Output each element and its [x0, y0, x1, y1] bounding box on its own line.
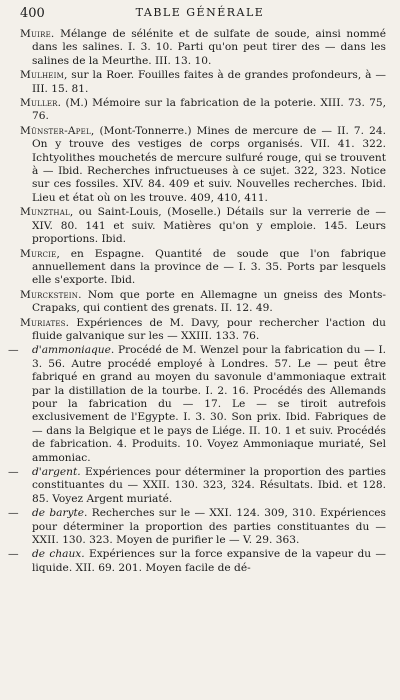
- entry-subheading: d'argent.: [32, 466, 81, 478]
- entry-subheading: de chaux.: [32, 548, 85, 561]
- entry-subheading: d'ammoniaque.: [32, 344, 115, 357]
- entry-text: , en Espagne. Quantité de soude que l'on fabrique annuellement dans la province de — I. 3. 35. Ports par lesquels elle s'exporte. Ibid.: [32, 247, 386, 287]
- index-entry: [20, 69, 386, 96]
- entry-heading: Muriates.: [20, 316, 70, 329]
- entry-heading: Muller.: [20, 97, 62, 110]
- index-entry: [20, 289, 386, 316]
- entry-text: (Mont-Tonnerre.) Mines de mercure de — II. 7. 24. On y trouve des vestiges de corps organisés. VII. 41. 322. Ichtyolithes mouchetés de mercure sulfuré rouge, qui se trouvent à — Ibid. Recherches infructueuses à ce sujet. 322, 323. Notice sur ces fossiles. XIV. 84. 409 et suiv. Nouvelles recherches. Ibid. Lieu et état où on les trouve. 409, 410, 411.: [32, 124, 386, 204]
- entry-text: Expériences de M. Davy, pour rechercher l'action du fluide galvanique sur les — XXIII. 133. 76.: [32, 316, 386, 342]
- index-entry: [8, 466, 386, 506]
- entry-text: Expériences sur la force expansive de la vapeur du — liquide. XII. 69. 201. Moyen facile de dé-: [32, 548, 387, 574]
- entry-text: Procédé de M. Wenzel pour la fabrication du — I. 3. 56. Autre procédé employé à Londres. 57. Le — peut être fabriqué en grand au moyen du savonule d'ammoniaque extrait par la distillation de la tourbe. I. 2. 16. Procédés des Allemands pour la fabrication du — 17. Le — se tiroit autrefois exclusivement de l'Egypte. I. 3. 30. Son prix. Ibid. Fabriques de — dans la Belgique et le pays de Liége. II. 10. 1 et suiv. Procédés de fabrication. 4. Produits. 10. Voyez Ammoniaque muriaté, Sel ammoniac.: [32, 344, 386, 464]
- index-entry: [8, 344, 386, 465]
- entry-dash: —: [8, 466, 19, 478]
- page-number: 400: [20, 6, 45, 21]
- entry-heading: Munzthal: [20, 206, 70, 219]
- entry-text: Recherches sur le — XXI. 124. 309, 310. Expériences pour déterminer la proportion des parties constituantes du — XXII. 130. 323. Moyen de purifier le — V. 29. 363.: [32, 507, 386, 547]
- index-entry: [8, 507, 386, 547]
- entry-heading: Murcie: [20, 247, 57, 260]
- entry-text: , ou Saint-Louis, (Moselle.) Détails sur la verrerie de — XIV. 80. 141 et suiv. Matières qu'on y emploie. 145. Leurs proportions. Ibid.: [32, 206, 386, 246]
- entry-heading: Mulheim: [20, 69, 64, 82]
- entry-text: Mélange de sélénite et de sulfate de soude, ainsi nommé dans les salines. I. 3. 10. Parti qu'on peut tirer des — dans les salines de la Meurthe. III. 13. 10.: [32, 28, 386, 67]
- entry-heading: Münster-Apel,: [20, 124, 95, 137]
- index-entries: [8, 28, 387, 575]
- index-entry: [20, 125, 386, 205]
- entry-heading: Murckstein.: [20, 288, 82, 301]
- index-entry: [20, 97, 386, 124]
- running-title: TABLE GÉNÉRALE: [135, 6, 265, 19]
- entry-text: Expériences pour déterminer la proportion des parties constituantes du — XXII. 130. 323, 324. Résultats. Ibid. et 128. 85. Voyez Argent muriaté.: [32, 466, 386, 505]
- entry-text: , sur la Roer. Fouilles faites à de grandes profondeurs, à — III. 15. 81.: [32, 69, 386, 95]
- index-entry: [20, 206, 386, 246]
- entry-text: Nom que porte en Allemagne un gneiss des Monts-Crapaks, qui contient des grenats. II. 12. 49.: [32, 288, 386, 315]
- index-entry: [20, 28, 386, 68]
- entry-dash: —: [8, 344, 19, 357]
- entry-dash: —: [8, 548, 19, 561]
- entry-dash: —: [8, 507, 19, 520]
- index-entry: [20, 248, 386, 288]
- index-entry: [8, 548, 387, 575]
- entry-subheading: de baryte.: [32, 507, 88, 520]
- entry-heading: Muire.: [20, 28, 55, 40]
- page-header: [20, 6, 386, 22]
- entry-text: (M.) Mémoire sur la fabrication de la poterie. XIII. 73. 75, 76.: [32, 97, 386, 123]
- index-entry: [20, 317, 386, 344]
